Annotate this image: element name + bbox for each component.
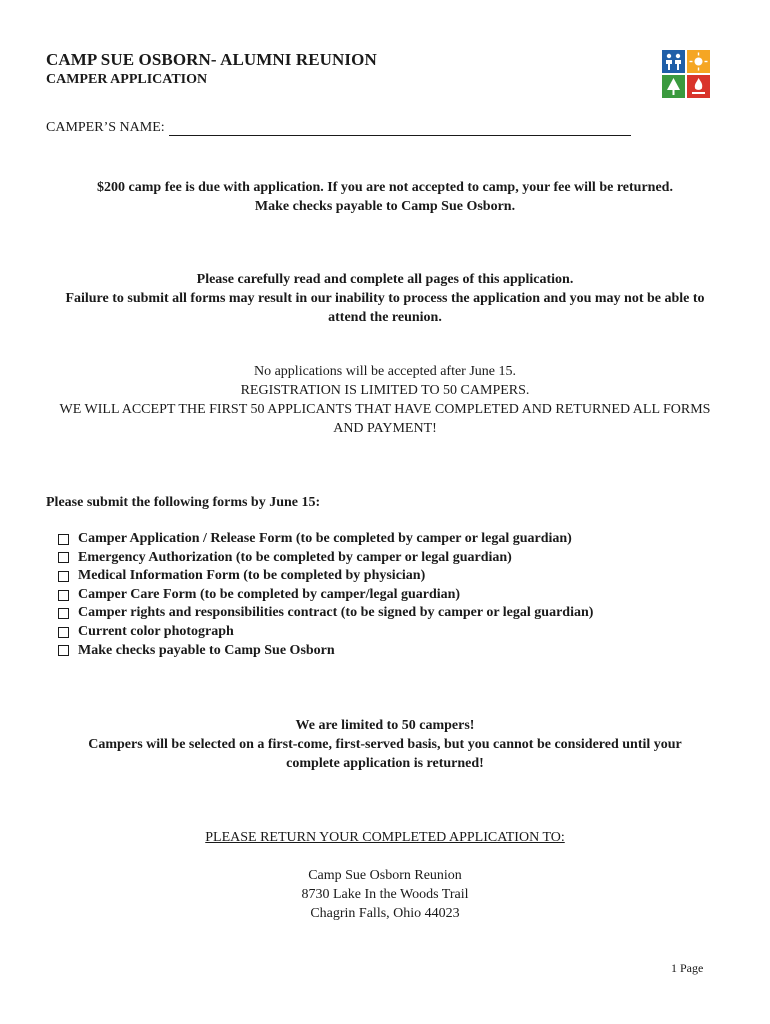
checkbox[interactable] — [58, 590, 69, 601]
deadline-line: No applications will be accepted after June 15. — [253, 364, 516, 379]
instructions-line: Failure to submit all forms may result in our inability to process the application and you may not be able to — [65, 291, 705, 306]
checklist-item — [58, 586, 593, 605]
checkbox[interactable] — [58, 608, 69, 619]
checklist-item-label: Emergency Authorization (to be completed by camper or legal guardian) — [78, 549, 512, 565]
checklist-item — [58, 604, 593, 623]
deadline-line: AND PAYMENT! — [333, 421, 437, 436]
page-number: 1 Page — [671, 961, 704, 975]
checklist-item — [58, 642, 593, 661]
fee-notice-line: Make checks payable to Camp Sue Osborn. — [254, 199, 516, 214]
return-heading: PLEASE RETURN YOUR COMPLETED APPLICATION TO: — [205, 830, 565, 845]
address-line: Camp Sue Osborn Reunion — [308, 868, 462, 883]
checklist-item — [58, 549, 593, 568]
limit-line: Campers will be selected on a first-come, first-served basis, but you cannot be considered until your — [88, 737, 682, 752]
checklist-item-label: Camper Care Form (to be completed by camper/legal guardian) — [78, 586, 461, 602]
checklist-item-label: Camper rights and responsibilities contract (to be signed by camper or legal guardian) — [78, 605, 594, 621]
camper-name-row — [46, 120, 631, 136]
checkbox[interactable] — [58, 627, 69, 638]
instructions-notice — [20, 270, 750, 327]
checklist-item — [58, 530, 593, 549]
limit-notice — [20, 716, 750, 773]
camper-name-label: CAMPER’S NAME: — [46, 120, 165, 135]
checklist-item — [58, 567, 593, 586]
mailing-address — [20, 866, 750, 923]
deadline-line: WE WILL ACCEPT THE FIRST 50 APPLICANTS THAT HAVE COMPLETED AND RETURNED ALL FORMS — [59, 402, 711, 417]
checkbox[interactable] — [58, 552, 69, 563]
deadline-line: REGISTRATION IS LIMITED TO 50 CAMPERS. — [240, 383, 530, 398]
address-line: Chagrin Falls, Ohio 44023 — [310, 906, 460, 921]
document-subtitle: CAMPER APPLICATION — [46, 72, 208, 87]
instructions-line: attend the reunion. — [328, 310, 442, 325]
checklist-item-label: Make checks payable to Camp Sue Osborn — [78, 642, 335, 658]
checklist-item — [58, 623, 593, 642]
checklist-item-label: Medical Information Form (to be completed by physician) — [78, 568, 426, 584]
checklist-item-label: Camper Application / Release Form (to be completed by camper or legal guardian) — [78, 531, 572, 546]
checkbox[interactable] — [58, 534, 69, 545]
instructions-line: Please carefully read and complete all pages of this application. — [196, 272, 574, 287]
deadline-notice — [20, 362, 750, 438]
document-title: CAMP SUE OSBORN- ALUMNI REUNION — [46, 50, 377, 69]
fee-notice-line: $200 camp fee is due with application. If you are not accepted to camp, your fee will be returned. — [97, 180, 673, 195]
checkbox[interactable] — [58, 571, 69, 582]
camper-name-field[interactable] — [169, 121, 631, 136]
limit-line: complete application is returned! — [286, 756, 484, 771]
forms-checklist — [58, 530, 593, 660]
checkbox[interactable] — [58, 645, 69, 656]
forms-heading: Please submit the following forms by June 15: — [46, 495, 321, 510]
fee-notice — [20, 178, 750, 216]
checklist-item-label: Current color photograph — [78, 623, 234, 639]
address-line: 8730 Lake In the Woods Trail — [301, 887, 469, 902]
camp-logo — [662, 50, 710, 98]
limit-line: We are limited to 50 campers! — [295, 718, 475, 733]
